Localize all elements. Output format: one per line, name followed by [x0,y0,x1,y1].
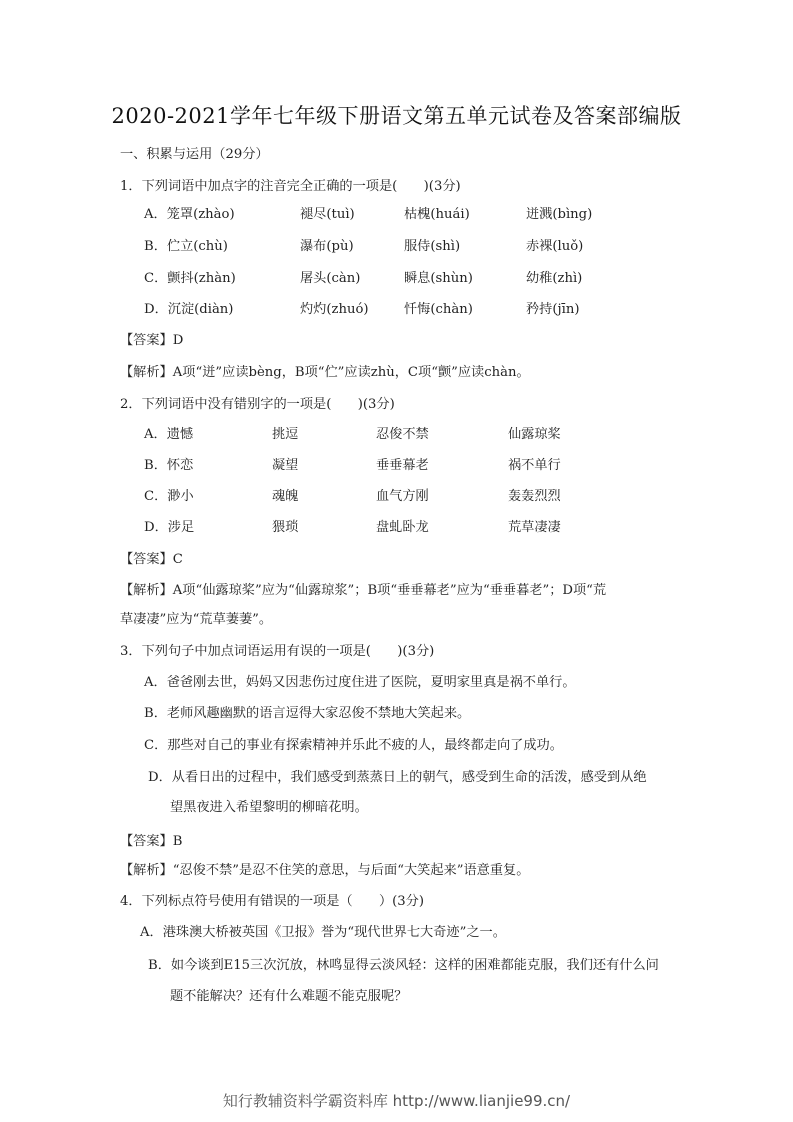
q2-a-4: 仙露琼桨 [508,427,561,442]
q1-answer: 【答案】D [120,333,184,348]
q2-b-4: 祸不单行 [508,458,561,473]
q1-b-3: 服侍(shì) [404,239,461,254]
q1-b-2: 瀑布(pù) [300,239,354,254]
q2-a-1: A．遗憾 [144,427,194,442]
q1-c-4: 幼稚(zhì) [526,271,583,286]
q1-a-2: 褪尽(tuì) [300,207,355,222]
q1-a-1: A．笼罩(zhào) [144,207,235,222]
q2-a-3: 忍俊不禁 [376,427,429,442]
question-4-stem: 4．下列标点符号使用有错误的一项是（ ）(3分) [120,894,425,909]
q2-b-2: 凝望 [272,458,299,473]
q2-c-1: C．渺小 [144,489,194,504]
q2-a-2: 挑逗 [272,427,299,442]
q1-b-1: B．伫立(chù) [144,239,228,254]
q3-option-c: C．那些对自己的事业有探索精神并乐此不疲的人，最终都走向了成功。 [144,738,563,753]
q2-answer: 【答案】C [120,552,183,567]
q4-option-b-line2: 题不能解决？还有什么难题不能克服呢？ [170,989,408,1004]
page-title: 2020-2021学年七年级下册语文第五单元试卷及答案部编版 [111,104,682,128]
q2-d-1: D．涉足 [144,520,195,535]
q1-d-2: 灼灼(zhuó) [300,302,369,317]
q1-analysis: 【解析】A项“迸”应读bèng，B项“伫”应读zhù，C项“颤”应读chàn。 [120,365,530,380]
q3-analysis: 【解析】“忍俊不禁”是忍不住笑的意思，与后面“大笑起来”语意重复。 [120,863,530,878]
q2-d-3: 盘虬卧龙 [376,520,429,535]
q1-d-4: 矜持(jīn) [526,302,580,317]
q2-d-4: 荒草凄凄 [508,520,561,535]
q2-d-2: 猥琐 [272,520,299,535]
q3-option-d-line1: D．从看日出的过程中，我们感受到蒸蒸日上的朝气，感受到生命的活泼，感受到从绝 [148,770,647,785]
q1-a-3: 枯槐(huái) [404,207,470,222]
q2-analysis-line1: 【解析】A项“仙露琼桨”应为“仙露琼浆”；B项“垂垂幕老”应为“垂垂暮老”；D项“荒 [120,583,607,598]
q2-c-4: 轰轰烈烈 [508,489,561,504]
q3-answer: 【答案】B [120,834,183,849]
q2-c-2: 魂魄 [272,489,299,504]
q4-option-b-line1: B．如今谈到E15三次沉放，林鸣显得云淡风轻：这样的困难都能克服，我们还有什么问 [148,958,659,973]
q1-c-1: C．颤抖(zhàn) [144,271,236,286]
question-2-stem: 2．下列词语中没有错别字的一项是( )(3分) [120,397,395,412]
section-heading: 一、积累与运用（29分） [120,147,269,162]
q3-option-b: B．老师风趣幽默的语言逗得大家忍俊不禁地大笑起来。 [144,706,471,721]
question-3-stem: 3．下列句子中加点词语运用有误的一项是( )(3分) [120,644,435,659]
q1-c-2: 屠头(càn) [300,271,361,286]
q2-b-3: 垂垂幕老 [376,458,429,473]
q1-a-4: 迸溅(bìng) [526,207,593,222]
q2-c-3: 血气方刚 [376,489,429,504]
q1-c-3: 瞬息(shùn) [404,271,473,286]
q2-analysis-line2: 草凄凄”应为“荒草萋萋”。 [120,612,273,627]
question-1-stem: 1．下列词语中加点字的注音完全正确的一项是( )(3分) [120,179,461,194]
q2-b-1: B．怀恋 [144,458,194,473]
q3-option-d-line2: 望黑夜进入希望黎明的柳暗花明。 [170,800,368,815]
q1-d-3: 忏悔(chàn) [404,302,473,317]
q3-option-a: A．爸爸刚去世，妈妈又因悲伤过度住进了医院，夏明家里真是祸不单行。 [144,675,576,690]
q1-b-4: 赤裸(luǒ) [526,239,584,254]
q1-d-1: D．沉淀(diàn) [144,302,234,317]
q4-option-a: A．港珠澳大桥被英国《卫报》誉为“现代世界七大奇迹”之一。 [140,925,506,940]
footer-watermark: 知行教辅资料学霸资料库 http://www.lianjie99.cn/ [222,1092,571,1110]
